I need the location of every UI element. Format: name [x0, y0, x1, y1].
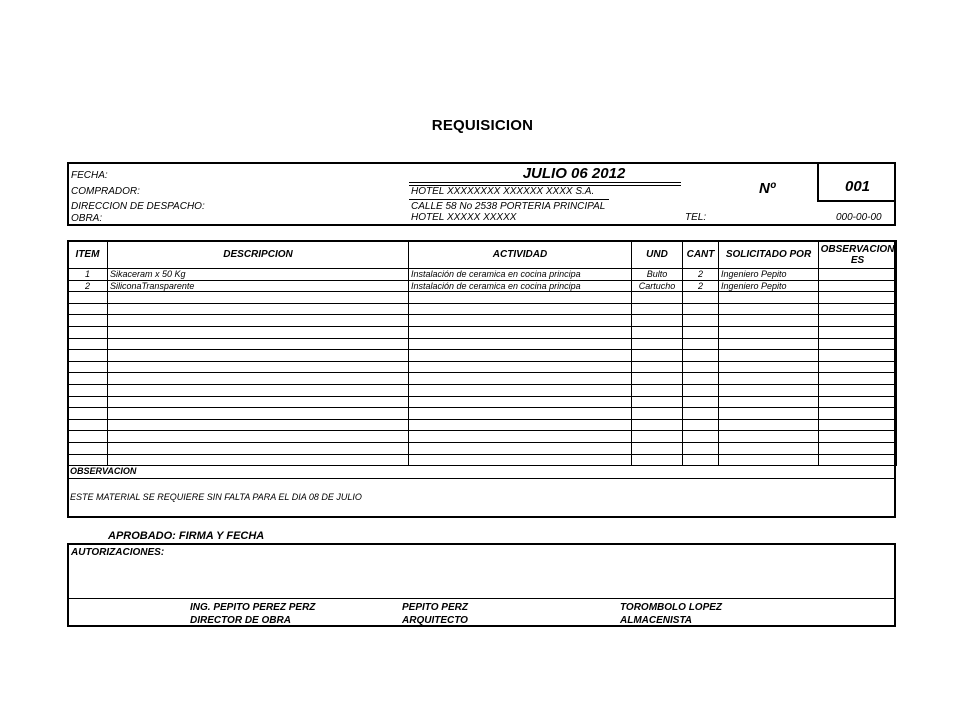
table-row: [68, 373, 897, 385]
cell-actividad: Instalación de ceramica en cocina principa: [409, 269, 632, 281]
table-row: [68, 419, 897, 431]
table-row: [68, 315, 897, 327]
signatory-director: [190, 601, 315, 627]
cell-descripcion: SiliconaTransparente: [108, 280, 409, 292]
table-row: [68, 303, 897, 315]
document-title: REQUISICION: [431, 117, 534, 134]
cell-und: Bulto: [632, 269, 683, 281]
signatory-name: ING. PEPITO PEREZ PERZ: [190, 602, 316, 613]
direccion-label: DIRECCION DE DESPACHO:: [71, 201, 205, 212]
table-row: [68, 326, 897, 338]
observacion-label: OBSERVACION: [70, 466, 137, 476]
table-row: [68, 292, 897, 304]
cell-cant: 2: [683, 280, 719, 292]
cell-solicitado: Ingeniero Pepito: [719, 269, 819, 281]
table-row: [68, 408, 897, 420]
fecha-value: JULIO 06 2012: [522, 165, 626, 182]
cell-actividad: Instalación de ceramica en cocina principa: [409, 280, 632, 292]
obra-value: HOTEL XXXXX XXXXX: [411, 212, 517, 223]
col-observaciones-header: OBSERVACION ES: [819, 241, 897, 269]
col-solicitado-header: SOLICITADO POR: [719, 241, 819, 269]
signatory-almacenista: [620, 601, 722, 627]
table-row: [68, 396, 897, 408]
table-row: [68, 431, 897, 443]
autorizaciones-box: [67, 543, 896, 627]
comprador-value: HOTEL XXXXXXXX XXXXXX XXXX S.A.: [411, 186, 595, 197]
cell-item: 2: [68, 280, 108, 292]
table-row: [68, 338, 897, 350]
direccion-value: CALLE 58 No 2538 PORTERIA PRINCIPAL: [411, 201, 606, 212]
col-item-header: ITEM: [68, 241, 108, 269]
table-row: [68, 280, 897, 292]
signatory-name: PEPITO PERZ: [402, 602, 468, 613]
cell-descripcion: Sikaceram x 50 Kg: [108, 269, 409, 281]
numero-value: 001: [844, 178, 871, 195]
items-table: [67, 240, 897, 466]
col-actividad-header: ACTIVIDAD: [409, 241, 632, 269]
cell-observaciones: [819, 280, 897, 292]
cell-solicitado: Ingeniero Pepito: [719, 280, 819, 292]
table-row: [68, 454, 897, 466]
fecha-label: FECHA:: [71, 170, 108, 181]
fecha-underline: [409, 182, 681, 183]
table-row: [68, 361, 897, 373]
numero-box: [817, 164, 896, 202]
col-descripcion-header: DESCRIPCION: [108, 241, 409, 269]
table-header-row: [68, 241, 897, 269]
obra-label: OBRA:: [71, 213, 103, 224]
cell-observaciones: [819, 269, 897, 281]
table-row: [68, 442, 897, 454]
signatory-role: ALMACENISTA: [620, 615, 693, 626]
comprador-label: COMPRADOR:: [71, 186, 140, 197]
observacion-text: ESTE MATERIAL SE REQUIERE SIN FALTA PARA EL DIA 08 DE JULIO: [70, 492, 362, 502]
tel-label: TEL:: [685, 212, 707, 223]
cell-item: 1: [68, 269, 108, 281]
aprobado-label: APROBADO: FIRMA Y FECHA: [108, 530, 265, 542]
table-row: [68, 350, 897, 362]
autorizaciones-label: AUTORIZACIONES:: [71, 547, 165, 558]
signatory-arquitecto: [402, 601, 468, 627]
col-cant-header: CANT: [683, 241, 719, 269]
signatory-role: DIRECTOR DE OBRA: [190, 615, 291, 626]
cell-und: Cartucho: [632, 280, 683, 292]
numero-label: Nº: [759, 180, 776, 197]
signatory-role: ARQUITECTO: [402, 615, 468, 626]
table-row: [68, 384, 897, 396]
col-und-header: UND: [632, 241, 683, 269]
autorizaciones-divider: [69, 598, 894, 599]
comprador-underline: [409, 199, 609, 200]
header-box: [67, 162, 896, 226]
tel-value: 000-00-00: [836, 212, 882, 223]
signatory-name: TOROMBOLO LOPEZ: [620, 602, 723, 613]
table-row: [68, 269, 897, 281]
observacion-divider: [67, 478, 896, 479]
cell-cant: 2: [683, 269, 719, 281]
